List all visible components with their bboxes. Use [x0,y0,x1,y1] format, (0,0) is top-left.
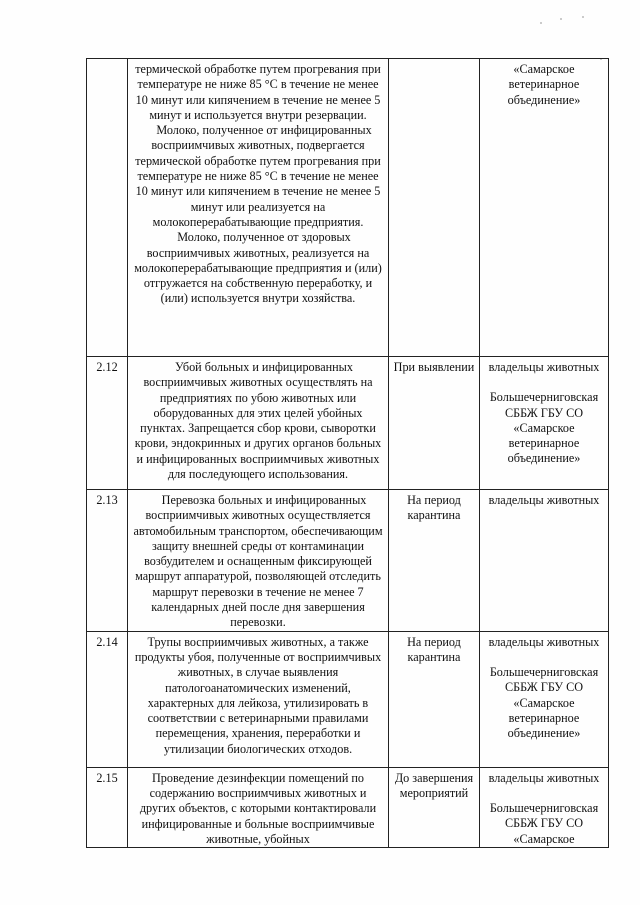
scan-speck [540,22,542,24]
measure-text [128,357,389,490]
term-cell: При выявлении [389,357,480,490]
responsible-cell [480,59,609,357]
term-cell: На период карантина [389,631,480,767]
measure-text [128,767,389,847]
term-cell: На период карантина [389,490,480,632]
row-number [87,59,128,357]
measure-paragraph: Убой больных и инфицированных восприимчивых животных осуществлять на предприятиях по убою животных или оборудованных для этих целей убойных пунктах. Запрещается сбор крови, сыворотки крови, эндокринных и других органов больных и инфицированных восприимчивых животных для последующего использования. [134,360,382,482]
measure-text [128,631,389,767]
measure-paragraph: термической обработке путем прогревания при температуре не ниже 85 °С в течение не менее 10 минут или кипячением в течение не менее 5 минут и используется внутри резервации. [135,62,381,122]
term-cell: До завершения мероприятий [389,767,480,847]
responsible-cell [480,357,609,490]
scan-speck [560,18,562,20]
responsible-party: владельцы животных [488,493,600,507]
measures-table [86,58,609,848]
responsible-cell [480,631,609,767]
responsible-party: Большечерниговская СББЖ ГБУ СО «Самарское [489,800,599,846]
scan-speck [582,16,584,18]
row-number: 2.13 [87,490,128,632]
responsible-party: «Самарское ветеринарное объединение» [507,62,581,107]
row-number: 2.12 [87,357,128,490]
table-row [87,357,609,490]
term-cell [389,59,480,357]
measure-text [128,59,389,357]
table-row [87,631,609,767]
responsible-party: владельцы животных [488,360,600,374]
row-number: 2.14 [87,631,128,767]
row-number: 2.15 [87,767,128,847]
responsible-cell [480,767,609,847]
measure-paragraph: Трупы восприимчивых животных, а также продукты убоя, полученные от восприимчивых животных, в случае выявления патологоанатомических изменений, характерных для лейкоза, утилизировать в соответствии с ветеринарными правилами перемещения, хранения, переработки и утилизации биологических отходов. [134,634,382,756]
table-row [87,490,609,632]
table-row [87,59,609,357]
measure-paragraph: Проведение дезинфекции помещений по содержанию восприимчивых животных и других объектов, с которыми контактировали инфицированные и больные восприимчивые животные, убойных [139,770,377,846]
table-row [87,767,609,847]
responsible-party: владельцы животных [488,634,600,649]
responsible-party: Большечерниговская СББЖ ГБУ СО «Самарское ветеринарное объединение» [489,664,599,741]
responsible-cell [480,490,609,632]
measure-paragraph: Молоко, полученное от здоровых восприимчивых животных, реализуется на молокоперерабатывающие предприятия и (или) отгружается на собственную переработку, и (или) используется внутри хозяйства. [134,230,382,306]
measure-text [128,490,389,632]
measure-paragraph: Перевозка больных и инфицированных восприимчивых животных осуществляется автомобильным транспортом, обеспечивающим защиту внешней среды от контаминации возбудителем и оснащенным фиксирующей маршрут аппаратурой, позволяющей отследить маршрут перевозки в течение не менее 7 календарных дней после дня завершения перевозки. [133,493,383,630]
responsible-party: владельцы животных [488,770,600,785]
responsible-party: Большечерниговская СББЖ ГБУ СО «Самарское ветеринарное объединение» [489,390,599,466]
measure-paragraph: Молоко, полученное от инфицированных восприимчивых животных, подвергается термической обработке путем прогревания при температуре не ниже 85 °С в течение не менее 10 минут или кипячением в течение не менее 5 минут или реализуется на молокоперерабатывающие предприятия. [135,123,381,229]
